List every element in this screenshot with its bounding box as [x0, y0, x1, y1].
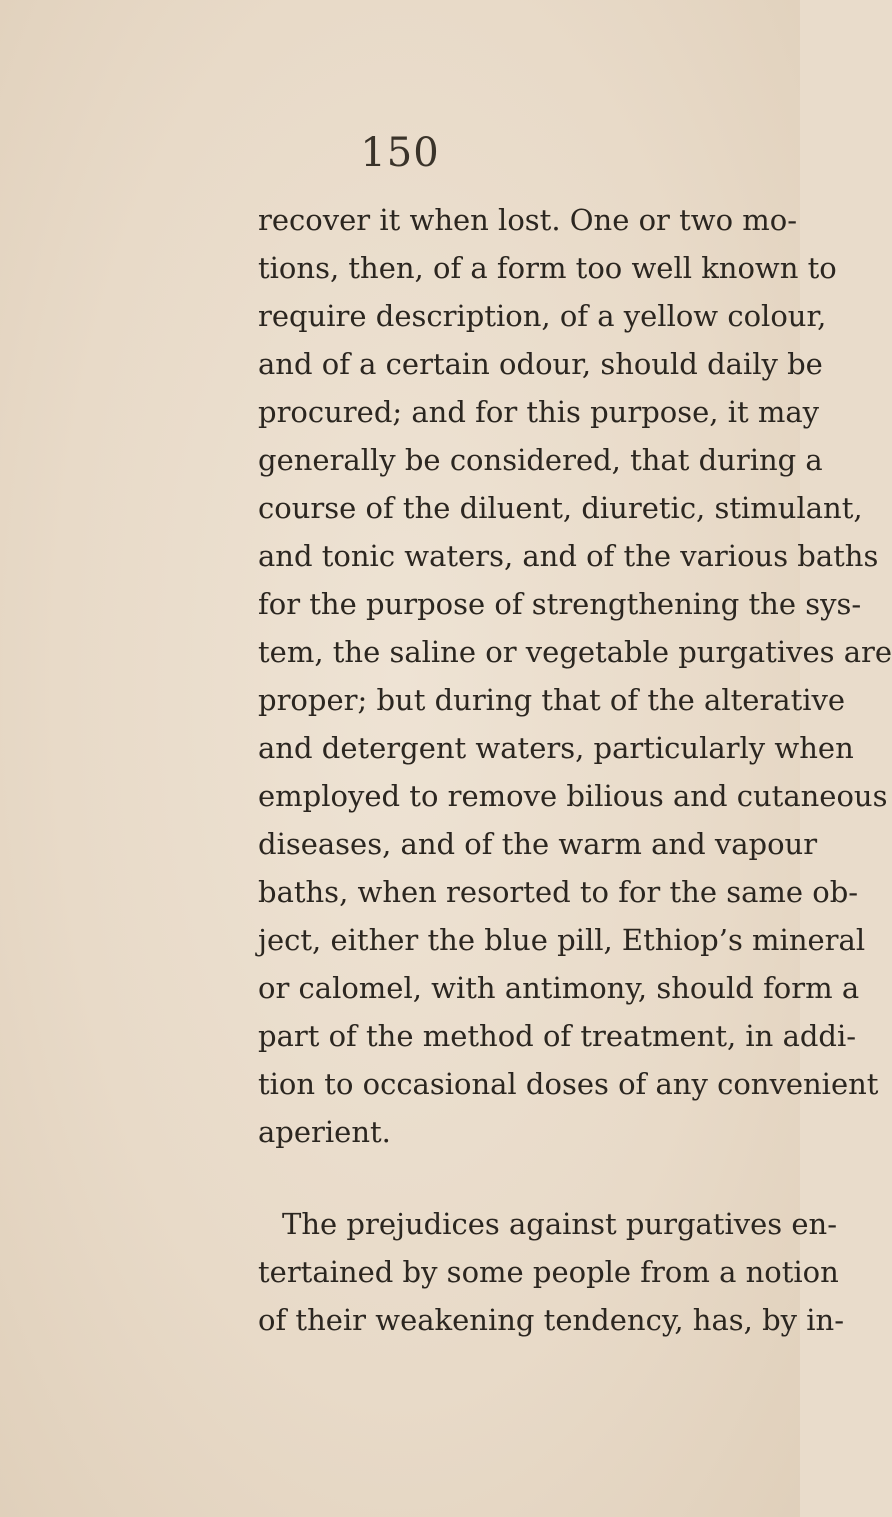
text-line: require description, of a yellow colour, — [258, 299, 827, 333]
text-line: and of a certain odour, should daily be — [258, 347, 823, 381]
text-line: tions, then, of a form too well known to — [258, 251, 837, 285]
text-line: and detergent waters, particularly when — [258, 731, 854, 765]
text-line: baths, when resorted to for the same ob- — [258, 875, 859, 909]
text-line: ject, either the blue pill, Ethiop’s mineral — [258, 923, 866, 957]
body-text — [258, 196, 892, 1344]
text-line: recover it when lost. One or two mo- — [258, 203, 798, 237]
text-line: diseases, and of the warm and vapour — [258, 827, 818, 861]
text-line: tion to occasional doses of any convenient — [258, 1067, 879, 1101]
text-line: tem, the saline or vegetable purgatives are — [258, 635, 892, 669]
text-line: aperient. — [258, 1115, 391, 1149]
text-line: and tonic waters, and of the various baths — [258, 539, 879, 573]
paragraph-gap — [258, 1156, 766, 1200]
page-number: 150 — [360, 130, 440, 176]
paragraph-1 — [258, 196, 892, 1156]
text-line: employed to remove bilious and cutaneous — [258, 779, 888, 813]
text-line: proper; but during that of the alterative — [258, 683, 846, 717]
text-line: procured; and for this purpose, it may — [258, 395, 820, 429]
text-line: course of the diluent, diuretic, stimulant, — [258, 491, 863, 525]
text-line: tertained by some people from a notion — [258, 1255, 839, 1289]
text-line: generally be considered, that during a — [258, 443, 823, 477]
text-line: part of the method of treatment, in addi- — [258, 1019, 857, 1053]
paragraph-2 — [258, 1200, 844, 1344]
text-line: or calomel, with antimony, should form a — [258, 971, 860, 1005]
text-line: for the purpose of strengthening the sys- — [258, 587, 862, 621]
text-line: The prejudices against purgatives en- — [282, 1207, 838, 1241]
text-line: of their weakening tendency, has, by in- — [258, 1303, 844, 1337]
